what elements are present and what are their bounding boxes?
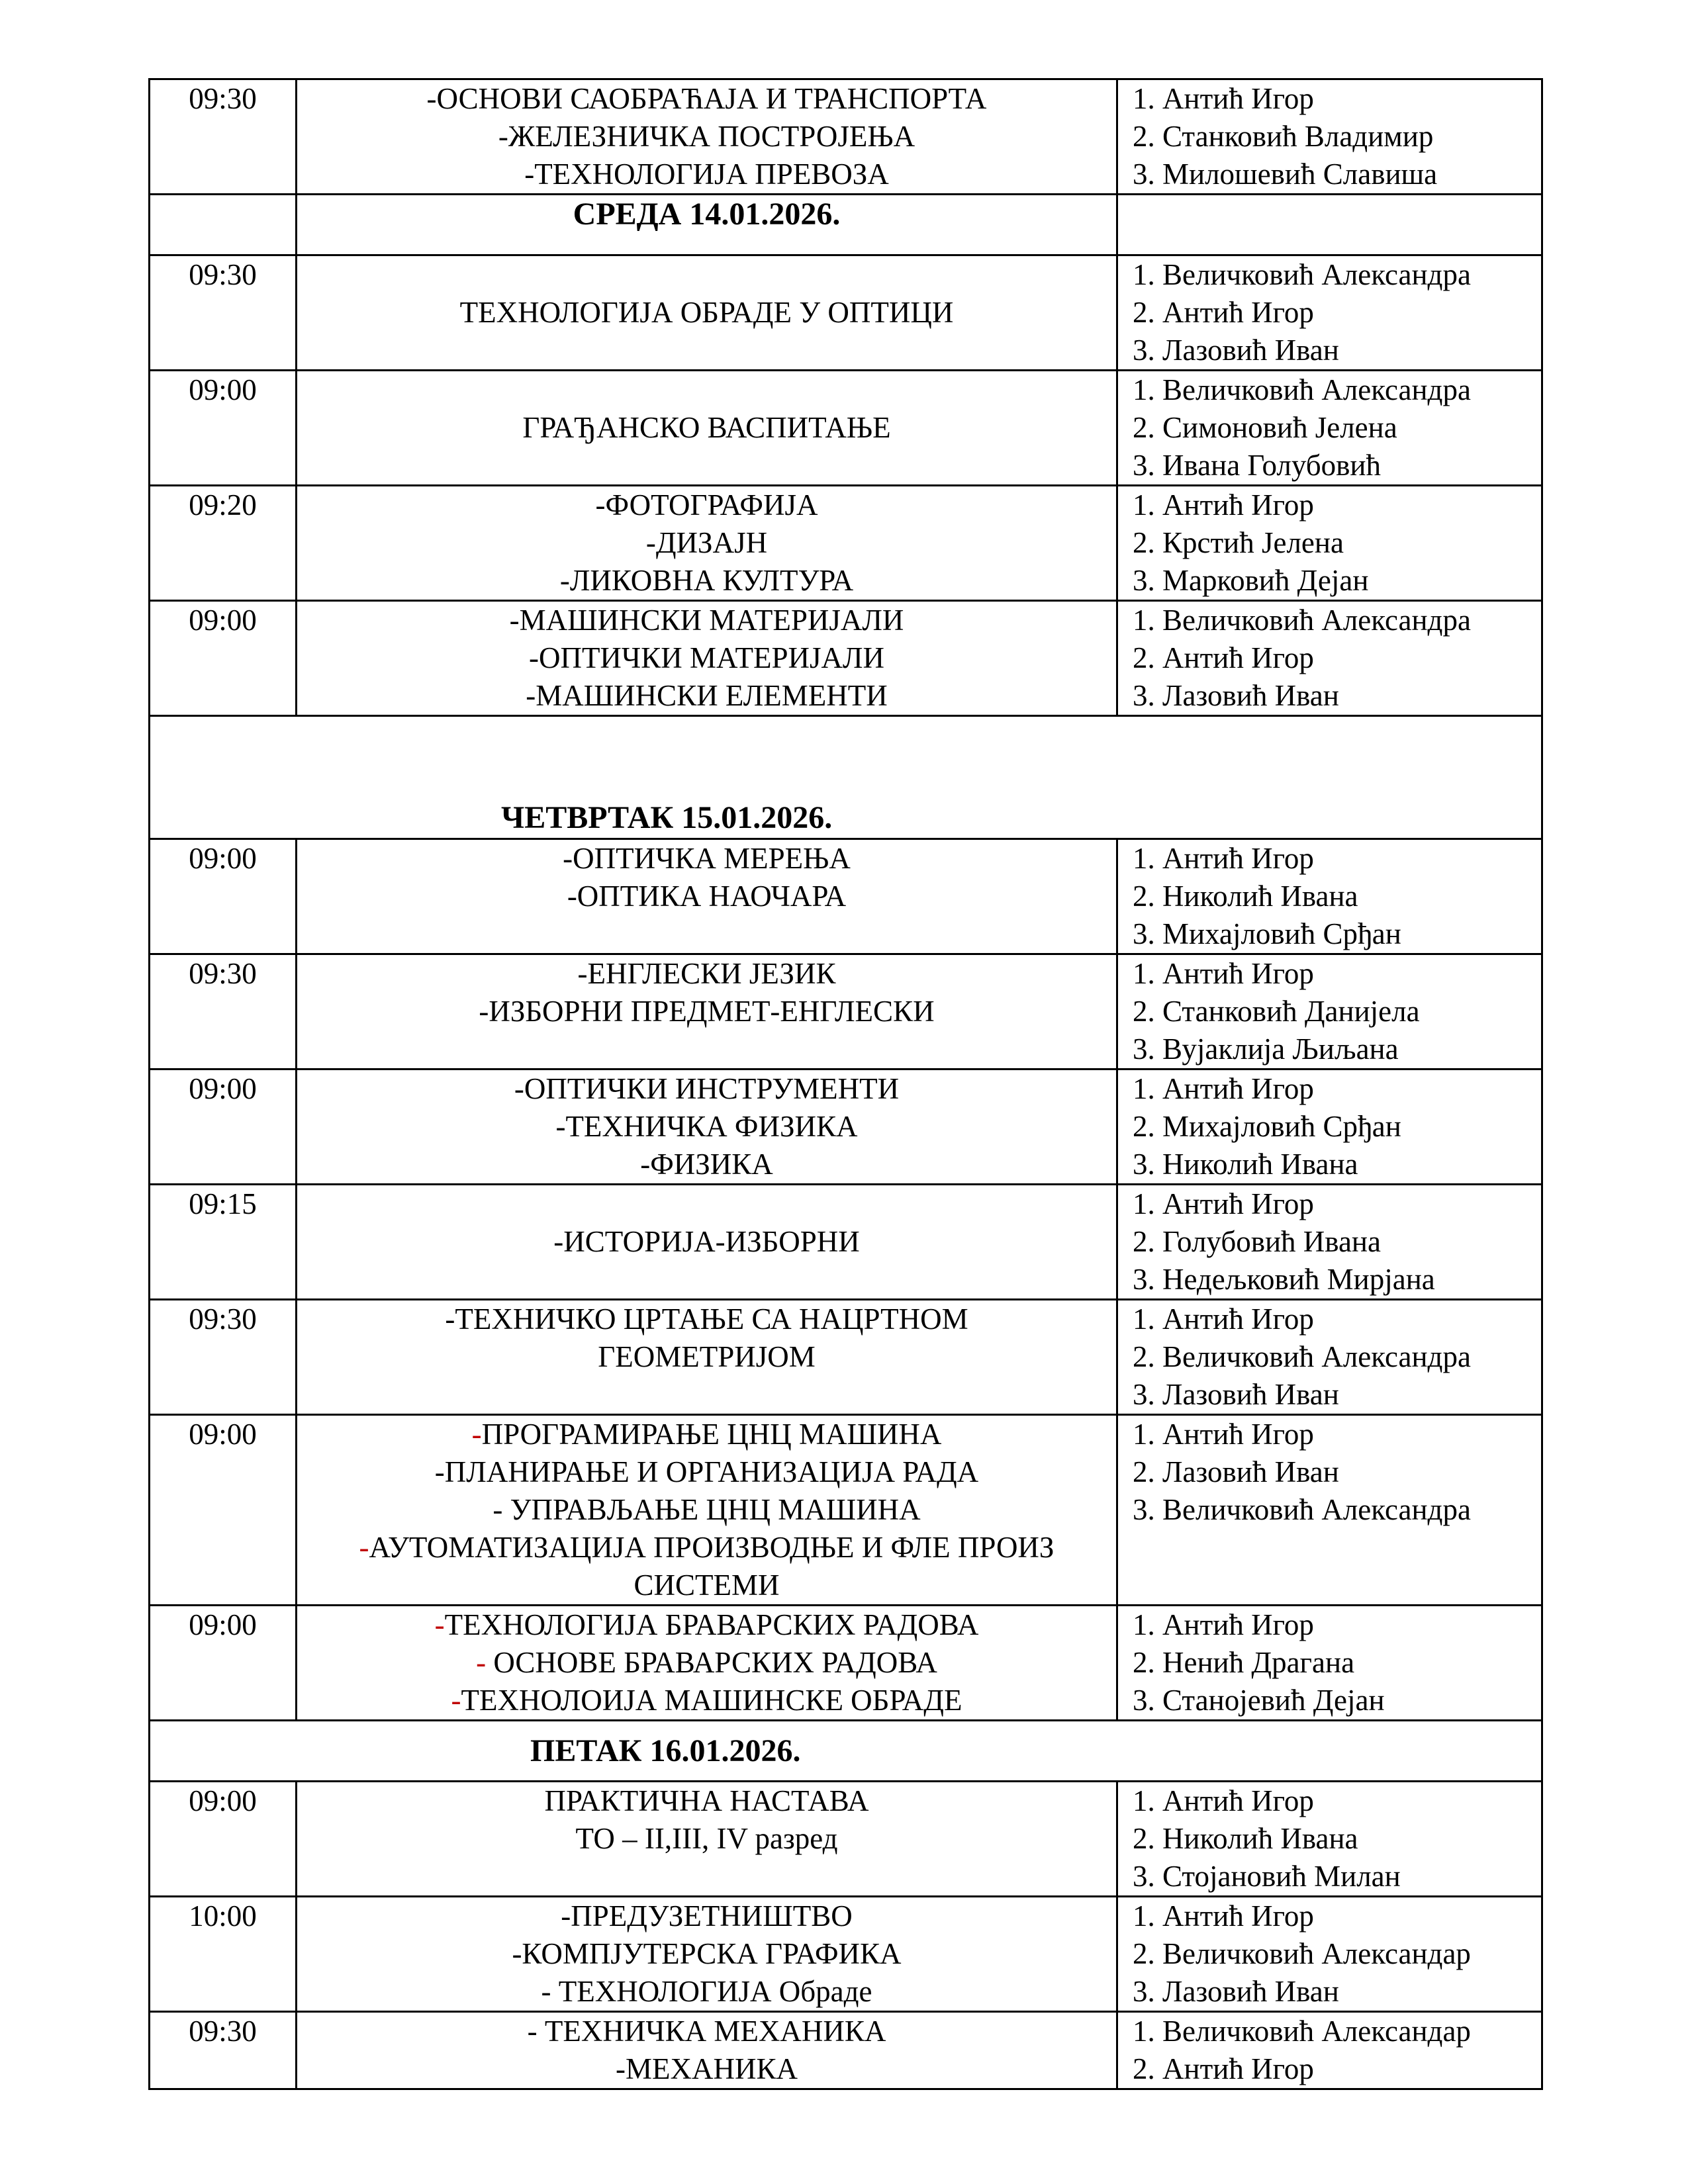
teacher-line: 2. Михајловић Срђан	[1133, 1110, 1401, 1143]
subject-cell	[297, 79, 1117, 195]
table-row	[150, 79, 1542, 195]
subject-cell	[297, 839, 1117, 954]
subject-cell	[297, 1782, 1117, 1897]
time-cell: 09:00	[150, 1782, 297, 1897]
table-row	[150, 839, 1542, 954]
time-cell: 09:15	[150, 1185, 297, 1300]
table-row	[150, 954, 1542, 1069]
teacher-line: 3. Михајловић Срђан	[1133, 917, 1401, 950]
teacher-line: 3. Вујаклија Љиљана	[1133, 1032, 1399, 1066]
teacher-line: 2. Лазовић Иван	[1133, 1455, 1339, 1488]
teacher-line: 1. Антић Игор	[1133, 957, 1314, 990]
subject-line	[297, 1644, 1116, 1682]
empty-cell	[150, 195, 297, 255]
subject-text: ПРОГРАМИРАЊЕ ЦНЦ МАШИНА	[481, 1418, 942, 1451]
teacher-line: 1. Величковић Александра	[1133, 373, 1471, 406]
subject-line: -МЕХАНИКА	[616, 2052, 798, 2085]
table-row	[150, 486, 1542, 601]
subject-line: -ОСНОВИ САОБРАЋАЈА И ТРАНСПОРТА	[426, 82, 987, 115]
subject-line: -ИСТОРИЈА-ИЗБОРНИ	[553, 1225, 860, 1258]
teacher-line: 2. Симоновић Јелена	[1133, 411, 1397, 444]
subject-cell	[297, 2012, 1117, 2089]
subject-line: - ТЕХНОЛОГИЈА Обраде	[541, 1975, 872, 2008]
day-heading-friday: ПЕТАК 16.01.2026.	[530, 1733, 801, 1768]
subject-line: ТЕХНОЛОГИЈА ОБРАДЕ У ОПТИЦИ	[459, 296, 954, 329]
time-cell: 10:00	[150, 1897, 297, 2012]
table-row	[150, 255, 1542, 371]
commission-cell	[1117, 601, 1542, 716]
commission-cell	[1117, 1069, 1542, 1185]
subject-line: -ДИЗАЈН	[645, 526, 768, 559]
teacher-line: 3. Лазовић Иван	[1133, 334, 1339, 367]
subject-cell	[297, 1069, 1117, 1185]
commission-cell	[1117, 2012, 1542, 2089]
table-row	[150, 1782, 1542, 1897]
teacher-line: 2. Величковић Александра	[1133, 1340, 1471, 1373]
teacher-line: 2. Антић Игор	[1133, 296, 1314, 329]
subject-line: -ТЕХНОЛОГИЈА ПРЕВОЗА	[524, 158, 889, 191]
teacher-line: 2. Станковић Владимир	[1133, 120, 1434, 153]
subject-line: -ОПТИЧКА МЕРЕЊА	[563, 842, 851, 875]
time-cell: 09:30	[150, 255, 297, 371]
subject-line: -ЛИКОВНА КУЛТУРА	[559, 564, 854, 597]
teacher-line: 1. Антић Игор	[1133, 1608, 1314, 1641]
subject-line: -МАШИНСКИ МАТЕРИЈАЛИ	[509, 604, 904, 637]
commission-cell	[1117, 839, 1542, 954]
time-cell: 09:30	[150, 954, 297, 1069]
time-cell: 09:20	[150, 486, 297, 601]
teacher-line: 2. Голубовић Ивана	[1133, 1225, 1381, 1258]
commission-cell	[1117, 1185, 1542, 1300]
subject-line: -ЖЕЛЕЗНИЧКА ПОСТРОЈЕЊА	[498, 120, 915, 153]
subject-cell	[297, 1300, 1117, 1415]
commission-cell	[1117, 1606, 1542, 1721]
time-cell: 09:30	[150, 79, 297, 195]
time-cell: 09:00	[150, 371, 297, 486]
day-header-row	[150, 195, 1542, 255]
red-dash: -	[471, 1418, 482, 1451]
teacher-line: 3. Недељковић Мирјана	[1133, 1263, 1435, 1296]
time-cell: 09:30	[150, 1300, 297, 1415]
subject-line: -ИЗБОРНИ ПРЕДМЕТ-ЕНГЛЕСКИ	[479, 995, 935, 1028]
subject-line: -ОПТИЧКИ МАТЕРИЈАЛИ	[528, 641, 885, 674]
subject-cell	[297, 1185, 1117, 1300]
table-row	[150, 1185, 1542, 1300]
table-row	[150, 1606, 1542, 1721]
subject-line: -ТЕХНИЧКО ЦРТАЊЕ СА НАЦРТНОМ	[445, 1302, 968, 1336]
red-dash: -	[434, 1608, 445, 1641]
time-cell: 09:00	[150, 1069, 297, 1185]
commission-cell	[1117, 1897, 1542, 2012]
teacher-line: 3. Величковић Александра	[1133, 1493, 1471, 1526]
day-header-row	[150, 716, 1542, 839]
table-row	[150, 371, 1542, 486]
teacher-line: 2. Николић Ивана	[1133, 1822, 1358, 1855]
subject-line: - УПРАВЉАЊЕ ЦНЦ МАШИНА	[492, 1493, 921, 1526]
subject-text: ТЕХНОЛОГИЈА БРАВАРСКИХ РАДОВА	[444, 1608, 979, 1641]
subject-cell	[297, 255, 1117, 371]
subject-line: ПРАКТИЧНА НАСТАВА	[544, 1784, 869, 1817]
commission-cell	[1117, 1782, 1542, 1897]
empty-cell	[1117, 195, 1542, 255]
day-heading-thursday-cell	[150, 716, 1542, 839]
subject-text: ОСНОВЕ БРАВАРСКИХ РАДОВА	[486, 1646, 937, 1679]
subject-cell	[297, 1606, 1117, 1721]
table-row	[150, 2012, 1542, 2089]
teacher-line: 3. Николић Ивана	[1133, 1148, 1358, 1181]
teacher-line: 1. Антић Игор	[1133, 1418, 1314, 1451]
teacher-line: 1. Антић Игор	[1133, 1072, 1314, 1105]
red-dash: -	[451, 1684, 461, 1717]
teacher-line: 2. Антић Игор	[1133, 2052, 1314, 2085]
subject-text: ТЕХНОЛОИЈА МАШИНСКЕ ОБРАДЕ	[461, 1684, 962, 1717]
teacher-line: 2. Величковић Александар	[1133, 1937, 1471, 1970]
time-cell: 09:00	[150, 839, 297, 954]
table-row	[150, 1069, 1542, 1185]
subject-line: ТО – II,III, IV разред	[575, 1822, 838, 1855]
teacher-line: 3. Милошевић Славиша	[1133, 158, 1438, 191]
day-heading-thursday: ЧЕТВРТАК 15.01.2026.	[501, 800, 833, 835]
subject-cell	[297, 1897, 1117, 2012]
teacher-line: 3. Стојановић Милан	[1133, 1860, 1401, 1893]
commission-cell	[1117, 1300, 1542, 1415]
teacher-line: 3. Ивана Голубовић	[1133, 449, 1381, 482]
subject-line	[297, 1416, 1116, 1453]
day-heading-friday-cell	[150, 1721, 1542, 1782]
teacher-line: 1. Величковић Александра	[1133, 258, 1471, 291]
commission-cell	[1117, 1415, 1542, 1606]
teacher-line: 3. Станојевић Дејан	[1133, 1684, 1385, 1717]
subject-line: -КОМПЈУТЕРСКА ГРАФИКА	[512, 1937, 902, 1970]
time-cell: 09:30	[150, 2012, 297, 2089]
subject-cell	[297, 371, 1117, 486]
teacher-line: 3. Лазовић Иван	[1133, 1975, 1339, 2008]
subject-line: СИСТЕМИ	[633, 1569, 780, 1602]
teacher-line: 1. Величковић Александар	[1133, 2015, 1471, 2048]
table-row	[150, 1300, 1542, 1415]
commission-cell	[1117, 954, 1542, 1069]
commission-cell	[1117, 486, 1542, 601]
subject-line: ГРАЂАНСКО ВАСПИТАЊЕ	[522, 411, 891, 444]
subject-cell	[297, 1415, 1117, 1606]
subject-text: АУТОМАТИЗАЦИЈА ПРОИЗВОДЊЕ И ФЛЕ ПРОИЗ	[369, 1531, 1055, 1564]
commission-cell	[1117, 255, 1542, 371]
table-row	[150, 1415, 1542, 1606]
commission-cell	[1117, 371, 1542, 486]
subject-line: -ФИЗИКА	[640, 1148, 773, 1181]
teacher-line: 2. Крстић Јелена	[1133, 526, 1344, 559]
subject-line: -МАШИНСКИ ЕЛЕМЕНТИ	[526, 679, 888, 712]
teacher-line: 3. Лазовић Иван	[1133, 1378, 1339, 1411]
exam-schedule-table	[148, 78, 1543, 2090]
red-dash: -	[476, 1646, 487, 1679]
table-row	[150, 601, 1542, 716]
teacher-line: 3. Лазовић Иван	[1133, 679, 1339, 712]
subject-cell	[297, 486, 1117, 601]
teacher-line: 1. Антић Игор	[1133, 842, 1314, 875]
subject-line: -ТЕХНИЧКА ФИЗИКА	[555, 1110, 858, 1143]
teacher-line: 2. Николић Ивана	[1133, 880, 1358, 913]
teacher-line: 1. Антић Игор	[1133, 82, 1314, 115]
time-cell: 09:00	[150, 601, 297, 716]
teacher-line: 3. Марковић Дејан	[1133, 564, 1369, 597]
teacher-line: 1. Антић Игор	[1133, 1302, 1314, 1336]
subject-line: -ФОТОГРАФИЈА	[595, 488, 818, 522]
subject-line: -ПЛАНИРАЊЕ И ОРГАНИЗАЦИЈА РАДА	[434, 1455, 979, 1488]
subject-cell	[297, 954, 1117, 1069]
subject-line: - ТЕХНИЧКА МЕХАНИКА	[527, 2015, 886, 2048]
table-row	[150, 1897, 1542, 2012]
commission-cell	[1117, 79, 1542, 195]
day-header-row	[150, 1721, 1542, 1782]
teacher-line: 1. Антић Игор	[1133, 1899, 1314, 1933]
red-dash: -	[359, 1531, 369, 1564]
teacher-line: 2. Ненић Драгана	[1133, 1646, 1355, 1679]
subject-cell	[297, 601, 1117, 716]
teacher-line: 1. Антић Игор	[1133, 1784, 1314, 1817]
subject-line: -ЕНГЛЕСКИ ЈЕЗИК	[577, 957, 836, 990]
time-cell: 09:00	[150, 1415, 297, 1606]
day-heading-wednesday: СРЕДА 14.01.2026.	[297, 195, 1117, 255]
subject-line	[297, 1529, 1116, 1567]
teacher-line: 1. Величковић Александра	[1133, 604, 1471, 637]
subject-line: -ОПТИКА НАОЧАРА	[567, 880, 847, 913]
subject-line	[297, 1606, 1116, 1644]
teacher-line: 2. Станковић Данијела	[1133, 995, 1420, 1028]
subject-line	[297, 1682, 1116, 1719]
subject-line: -ПРЕДУЗЕТНИШТВО	[561, 1899, 853, 1933]
subject-line: ГЕОМЕТРИЈОМ	[598, 1340, 816, 1373]
teacher-line: 2. Антић Игор	[1133, 641, 1314, 674]
teacher-line: 1. Антић Игор	[1133, 488, 1314, 522]
time-cell: 09:00	[150, 1606, 297, 1721]
teacher-line: 1. Антић Игор	[1133, 1187, 1314, 1220]
subject-line: -ОПТИЧКИ ИНСТРУМЕНТИ	[514, 1072, 900, 1105]
